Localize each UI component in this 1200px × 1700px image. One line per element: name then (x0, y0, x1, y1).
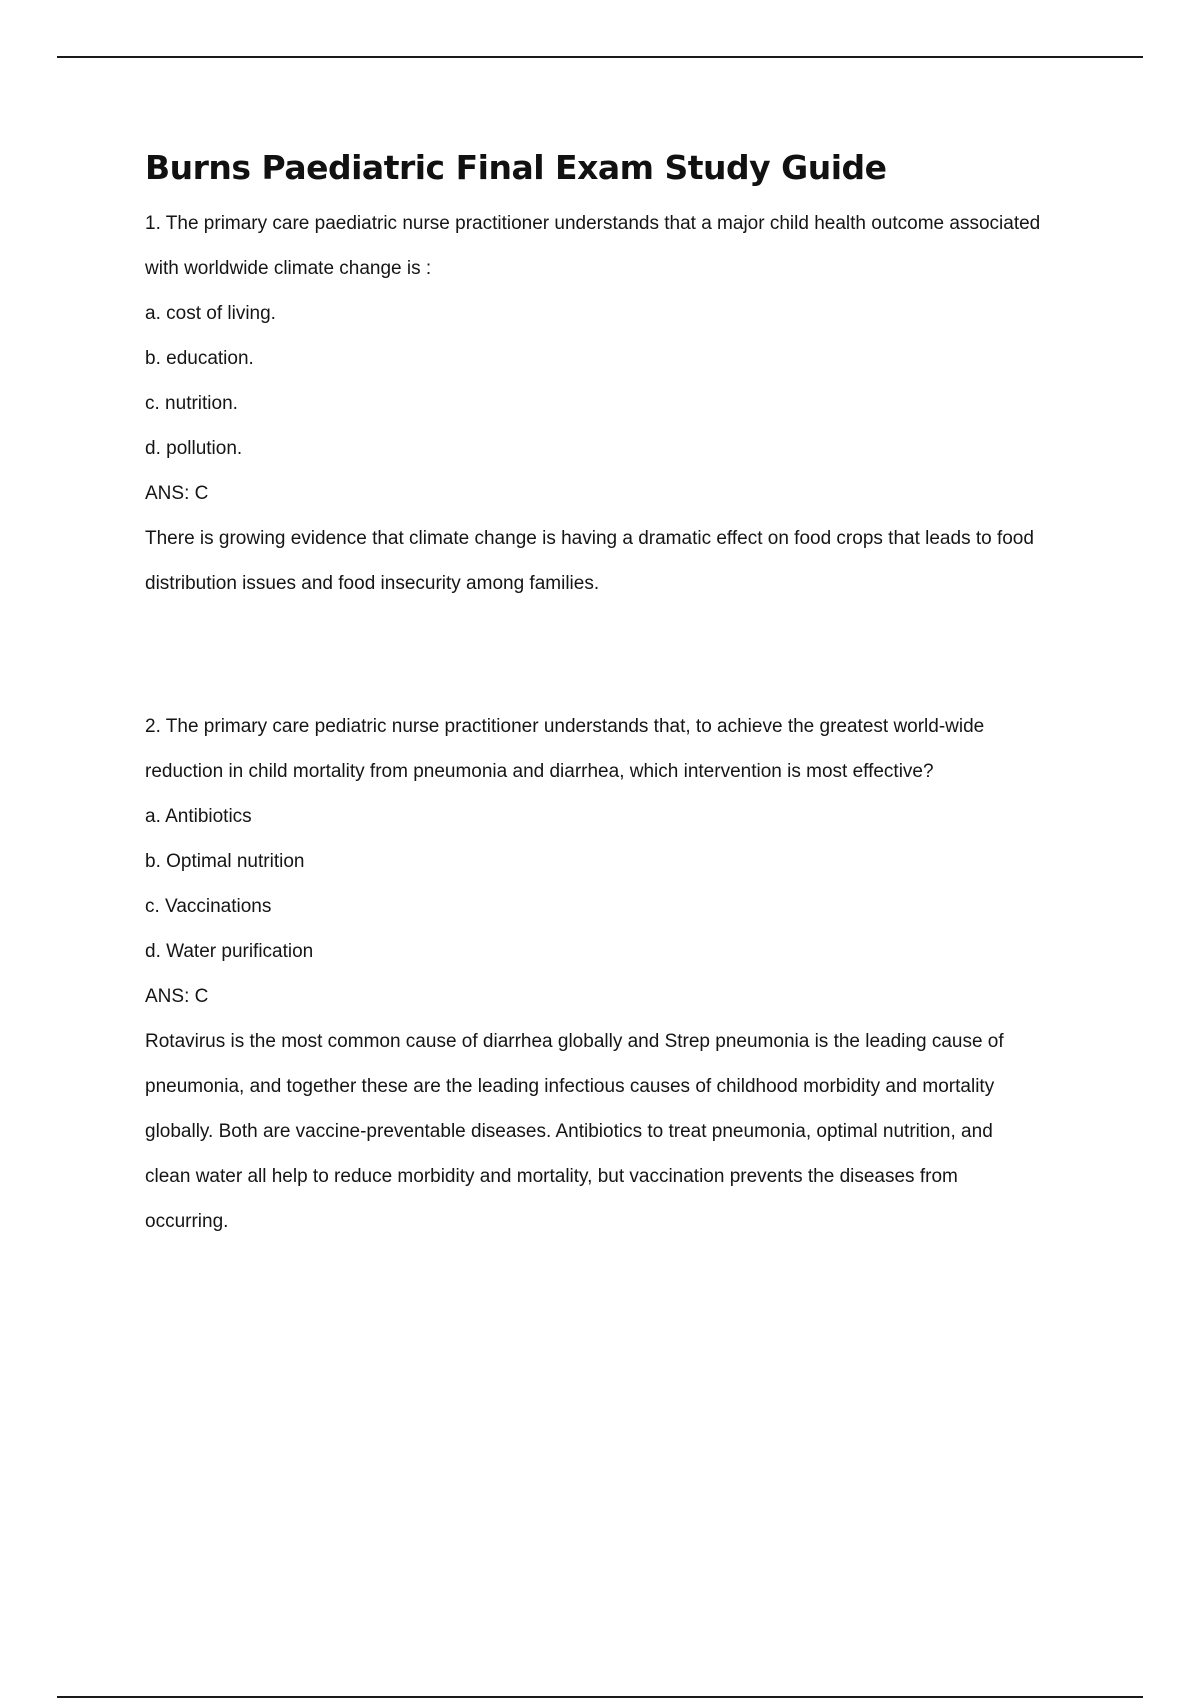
question-2-option-d: d. Water purification (145, 941, 314, 962)
question-2-rationale-continued: clean water all help to reduce morbidity and mortality, but vaccination prevents the diseases from (145, 1166, 958, 1187)
question-2-rationale-continued: pneumonia, and together these are the leading infectious causes of childhood morbidity and mortality (145, 1076, 995, 1097)
question-2 (145, 712, 1075, 1236)
question-1-stem: 1. The primary care paediatric nurse practitioner understands that a major child health outcome associated (145, 213, 1041, 234)
question-1-stem-continued: with worldwide climate change is : (145, 258, 432, 279)
question-1-option-d: d. pollution. (145, 438, 243, 459)
question-2-stem-continued: reduction in child mortality from pneumonia and diarrhea, which intervention is most effective? (145, 761, 934, 782)
question-2-option-b: b. Optimal nutrition (145, 851, 305, 872)
question-2-answer: ANS: C (145, 986, 209, 1007)
page-title: Burns Paediatric Final Exam Study Guide (145, 148, 887, 187)
question-1 (145, 209, 1075, 598)
question-2-option-c: c. Vaccinations (145, 896, 272, 917)
question-2-rationale-continued: globally. Both are vaccine-preventable diseases. Antibiotics to treat pneumonia, optimal nutrition, and (145, 1121, 993, 1142)
footer-rule (57, 1696, 1143, 1698)
question-2-option-a: a. Antibiotics (145, 806, 252, 827)
question-1-rationale-continued: distribution issues and food insecurity among families. (145, 573, 600, 594)
question-1-option-c: c. nutrition. (145, 393, 238, 414)
question-2-rationale-end: occurring. (145, 1211, 229, 1232)
question-1-answer: ANS: C (145, 483, 209, 504)
question-2-rationale: Rotavirus is the most common cause of diarrhea globally and Strep pneumonia is the leading cause of (145, 1031, 1004, 1052)
question-separator (145, 614, 1075, 712)
question-2-stem: 2. The primary care pediatric nurse practitioner understands that, to achieve the greatest world-wide (145, 716, 985, 737)
question-1-option-a: a. cost of living. (145, 303, 276, 324)
question-1-option-b: b. education. (145, 348, 254, 369)
document-body (145, 148, 1075, 1252)
question-1-rationale: There is growing evidence that climate change is having a dramatic effect on food crops that leads to food (145, 528, 1034, 549)
header-rule (57, 56, 1143, 58)
